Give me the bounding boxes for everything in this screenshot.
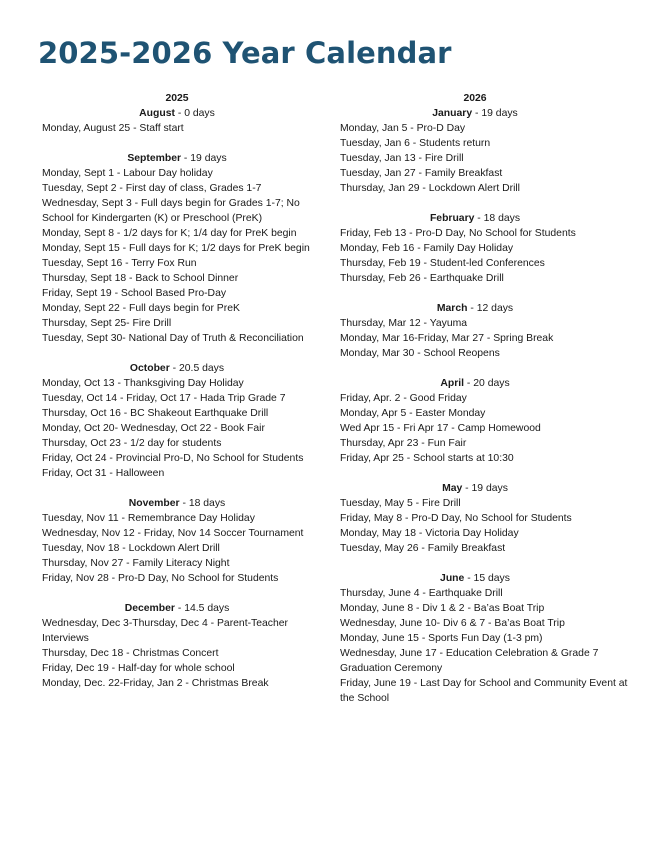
calendar-event: Thursday, Nov 27 - Family Literacy Night [42, 558, 230, 569]
calendar-event: Monday, August 25 - Staff start [42, 123, 184, 134]
calendar-event: Thursday, Feb 26 - Earthquake Drill [340, 273, 504, 284]
calendar-event: Wed Apr 15 - Fri Apr 17 - Camp Homewood [340, 423, 541, 434]
calendar-event: Wednesday, Sept 3 - Full days begin for Grades 1-7; No School for Kindergarten (K) or Preschool (PreK) [42, 198, 300, 224]
calendar-event: Tuesday, Sept 16 - Terry Fox Run [42, 258, 197, 269]
calendar-event: Friday, Nov 28 - Pro-D Day, No School for Students [42, 573, 279, 584]
school-days-count: - 14.5 days [174, 603, 230, 614]
month-heading [42, 601, 332, 616]
calendar-event: Friday, June 19 - Last Day for School and Community Event at the School [340, 678, 628, 704]
calendar-event: Thursday, Feb 19 - Student-led Conferences [340, 258, 545, 269]
calendar-event: Monday, May 18 - Victoria Day Holiday [340, 528, 519, 539]
month-heading [340, 106, 640, 121]
month-name: January [432, 108, 473, 119]
month-name: March [436, 303, 468, 314]
calendar-event: Thursday, Mar 12 - Yayuma [340, 318, 468, 329]
year-heading: 2026 [463, 93, 487, 104]
school-days-count: - 18 days [474, 213, 521, 224]
month-section-august [42, 106, 332, 136]
column-2026 [340, 91, 640, 721]
calendar-event: Tuesday, Jan 27 - Family Breakfast [340, 168, 503, 179]
month-heading [42, 151, 332, 166]
calendar-event: Monday, Dec. 22-Friday, Jan 2 - Christmas Break [42, 678, 269, 689]
calendar-event: Monday, Sept 15 - Full days for K; 1/2 days for PreK begin [42, 243, 310, 254]
month-section-april [340, 376, 640, 466]
school-days-count: - 15 days [464, 573, 510, 584]
month-heading [340, 211, 640, 226]
month-name: June [440, 573, 465, 584]
calendar-event: Wednesday, Dec 3-Thursday, Dec 4 - Parent-Teacher Interviews [42, 618, 289, 644]
calendar-event: Friday, Oct 24 - Provincial Pro-D, No School for Students [42, 453, 304, 464]
month-heading [42, 106, 332, 121]
month-name: February [429, 213, 475, 224]
school-days-count: - 20.5 days [169, 363, 225, 374]
calendar-event: Monday, Mar 16-Friday, Mar 27 - Spring Break [340, 333, 554, 344]
month-heading [340, 571, 640, 586]
month-section-october [42, 361, 332, 481]
calendar-event: Friday, Apr 25 - School starts at 10:30 [340, 453, 514, 464]
month-name: December [124, 603, 175, 614]
school-days-count: - 20 days [464, 378, 510, 389]
calendar-event: Monday, Oct 13 - Thanksgiving Day Holiday [42, 378, 244, 389]
month-name: November [128, 498, 180, 509]
month-section-january [340, 106, 640, 196]
month-section-february [340, 211, 640, 286]
calendar-event: Friday, Oct 31 - Halloween [42, 468, 165, 479]
calendar-event: Tuesday, May 26 - Family Breakfast [340, 543, 506, 554]
month-section-september [42, 151, 332, 346]
month-heading [340, 301, 640, 316]
calendar-event: Wednesday, June 10- Div 6 & 7 - Ba’as Boat Trip [340, 618, 565, 629]
calendar-event: Thursday, Sept 25- Fire Drill [42, 318, 172, 329]
month-heading [42, 361, 332, 376]
month-name: August [139, 108, 175, 119]
calendar-event: Tuesday, Nov 18 - Lockdown Alert Drill [42, 543, 220, 554]
month-heading [340, 376, 640, 391]
calendar-event: Friday, Sept 19 - School Based Pro-Day [42, 288, 227, 299]
month-heading [340, 481, 640, 496]
calendar-event: Tuesday, Jan 13 - Fire Drill [340, 153, 464, 164]
month-name: May [442, 483, 463, 494]
calendar-event: Friday, Dec 19 - Half-day for whole school [42, 663, 235, 674]
calendar-event: Monday, Sept 22 - Full days begin for PreK [42, 303, 240, 314]
school-days-count: - 19 days [462, 483, 508, 494]
school-days-count: - 19 days [472, 108, 518, 119]
month-name: April [440, 378, 465, 389]
month-section-june [340, 571, 640, 706]
calendar-event: Thursday, Dec 18 - Christmas Concert [42, 648, 219, 659]
calendar-event: Monday, Mar 30 - School Reopens [340, 348, 500, 359]
month-list [340, 106, 640, 706]
school-days-count: - 18 days [179, 498, 226, 509]
calendar-event: Monday, Jan 5 - Pro-D Day [340, 123, 466, 134]
calendar-event: Wednesday, June 17 - Education Celebration & Grade 7 Graduation Ceremony [340, 648, 599, 674]
school-days-count: - 0 days [174, 108, 215, 119]
month-section-december [42, 601, 332, 691]
year-heading: 2025 [165, 93, 189, 104]
calendar-event: Monday, Sept 1 - Labour Day holiday [42, 168, 213, 179]
calendar-event: Monday, Oct 20- Wednesday, Oct 22 - Book Fair [42, 423, 265, 434]
school-days-count: - 19 days [181, 153, 227, 164]
month-section-march [340, 301, 640, 361]
month-heading [42, 496, 332, 511]
calendar-event: Friday, Feb 13 - Pro-D Day, No School for Students [340, 228, 576, 239]
calendar-event: Tuesday, Sept 30- National Day of Truth & Reconciliation [42, 333, 304, 344]
calendar-event: Thursday, Jan 29 - Lockdown Alert Drill [340, 183, 520, 194]
calendar-event: Thursday, Oct 23 - 1/2 day for students [42, 438, 222, 449]
calendar-event: Thursday, June 4 - Earthquake Drill [340, 588, 503, 599]
month-section-november [42, 496, 332, 586]
calendar-event: Wednesday, Nov 12 - Friday, Nov 14 Soccer Tournament [42, 528, 304, 539]
month-name: October [129, 363, 170, 374]
month-list [42, 106, 332, 691]
calendar-event: Thursday, Apr 23 - Fun Fair [340, 438, 467, 449]
month-name: September [127, 153, 182, 164]
calendar-event: Tuesday, May 5 - Fire Drill [340, 498, 461, 509]
column-2025 [42, 91, 332, 706]
calendar-event: Thursday, Sept 18 - Back to School Dinner [42, 273, 239, 284]
calendar-event: Tuesday, Jan 6 - Students return [340, 138, 491, 149]
calendar-event: Monday, Apr 5 - Easter Monday [340, 408, 486, 419]
month-section-may [340, 481, 640, 556]
calendar-event: Tuesday, Nov 11 - Remembrance Day Holiday [42, 513, 255, 524]
calendar-event: Monday, Sept 8 - 1/2 days for K; 1/4 day for PreK begin [42, 228, 297, 239]
calendar-event: Friday, Apr. 2 - Good Friday [340, 393, 467, 404]
calendar-event: Tuesday, Oct 14 - Friday, Oct 17 - Hada Trip Grade 7 [42, 393, 286, 404]
page-title: 2025-2026 Year Calendar [38, 36, 452, 70]
calendar-event: Thursday, Oct 16 - BC Shakeout Earthquake Drill [42, 408, 269, 419]
calendar-event: Tuesday, Sept 2 - First day of class, Grades 1-7 [42, 183, 262, 194]
calendar-event: Monday, June 15 - Sports Fun Day (1-3 pm) [340, 633, 543, 644]
school-days-count: - 12 days [467, 303, 514, 314]
calendar-event: Monday, June 8 - Div 1 & 2 - Ba’as Boat Trip [340, 603, 545, 614]
calendar-event: Monday, Feb 16 - Family Day Holiday [340, 243, 514, 254]
calendar-event: Friday, May 8 - Pro-D Day, No School for Students [340, 513, 572, 524]
